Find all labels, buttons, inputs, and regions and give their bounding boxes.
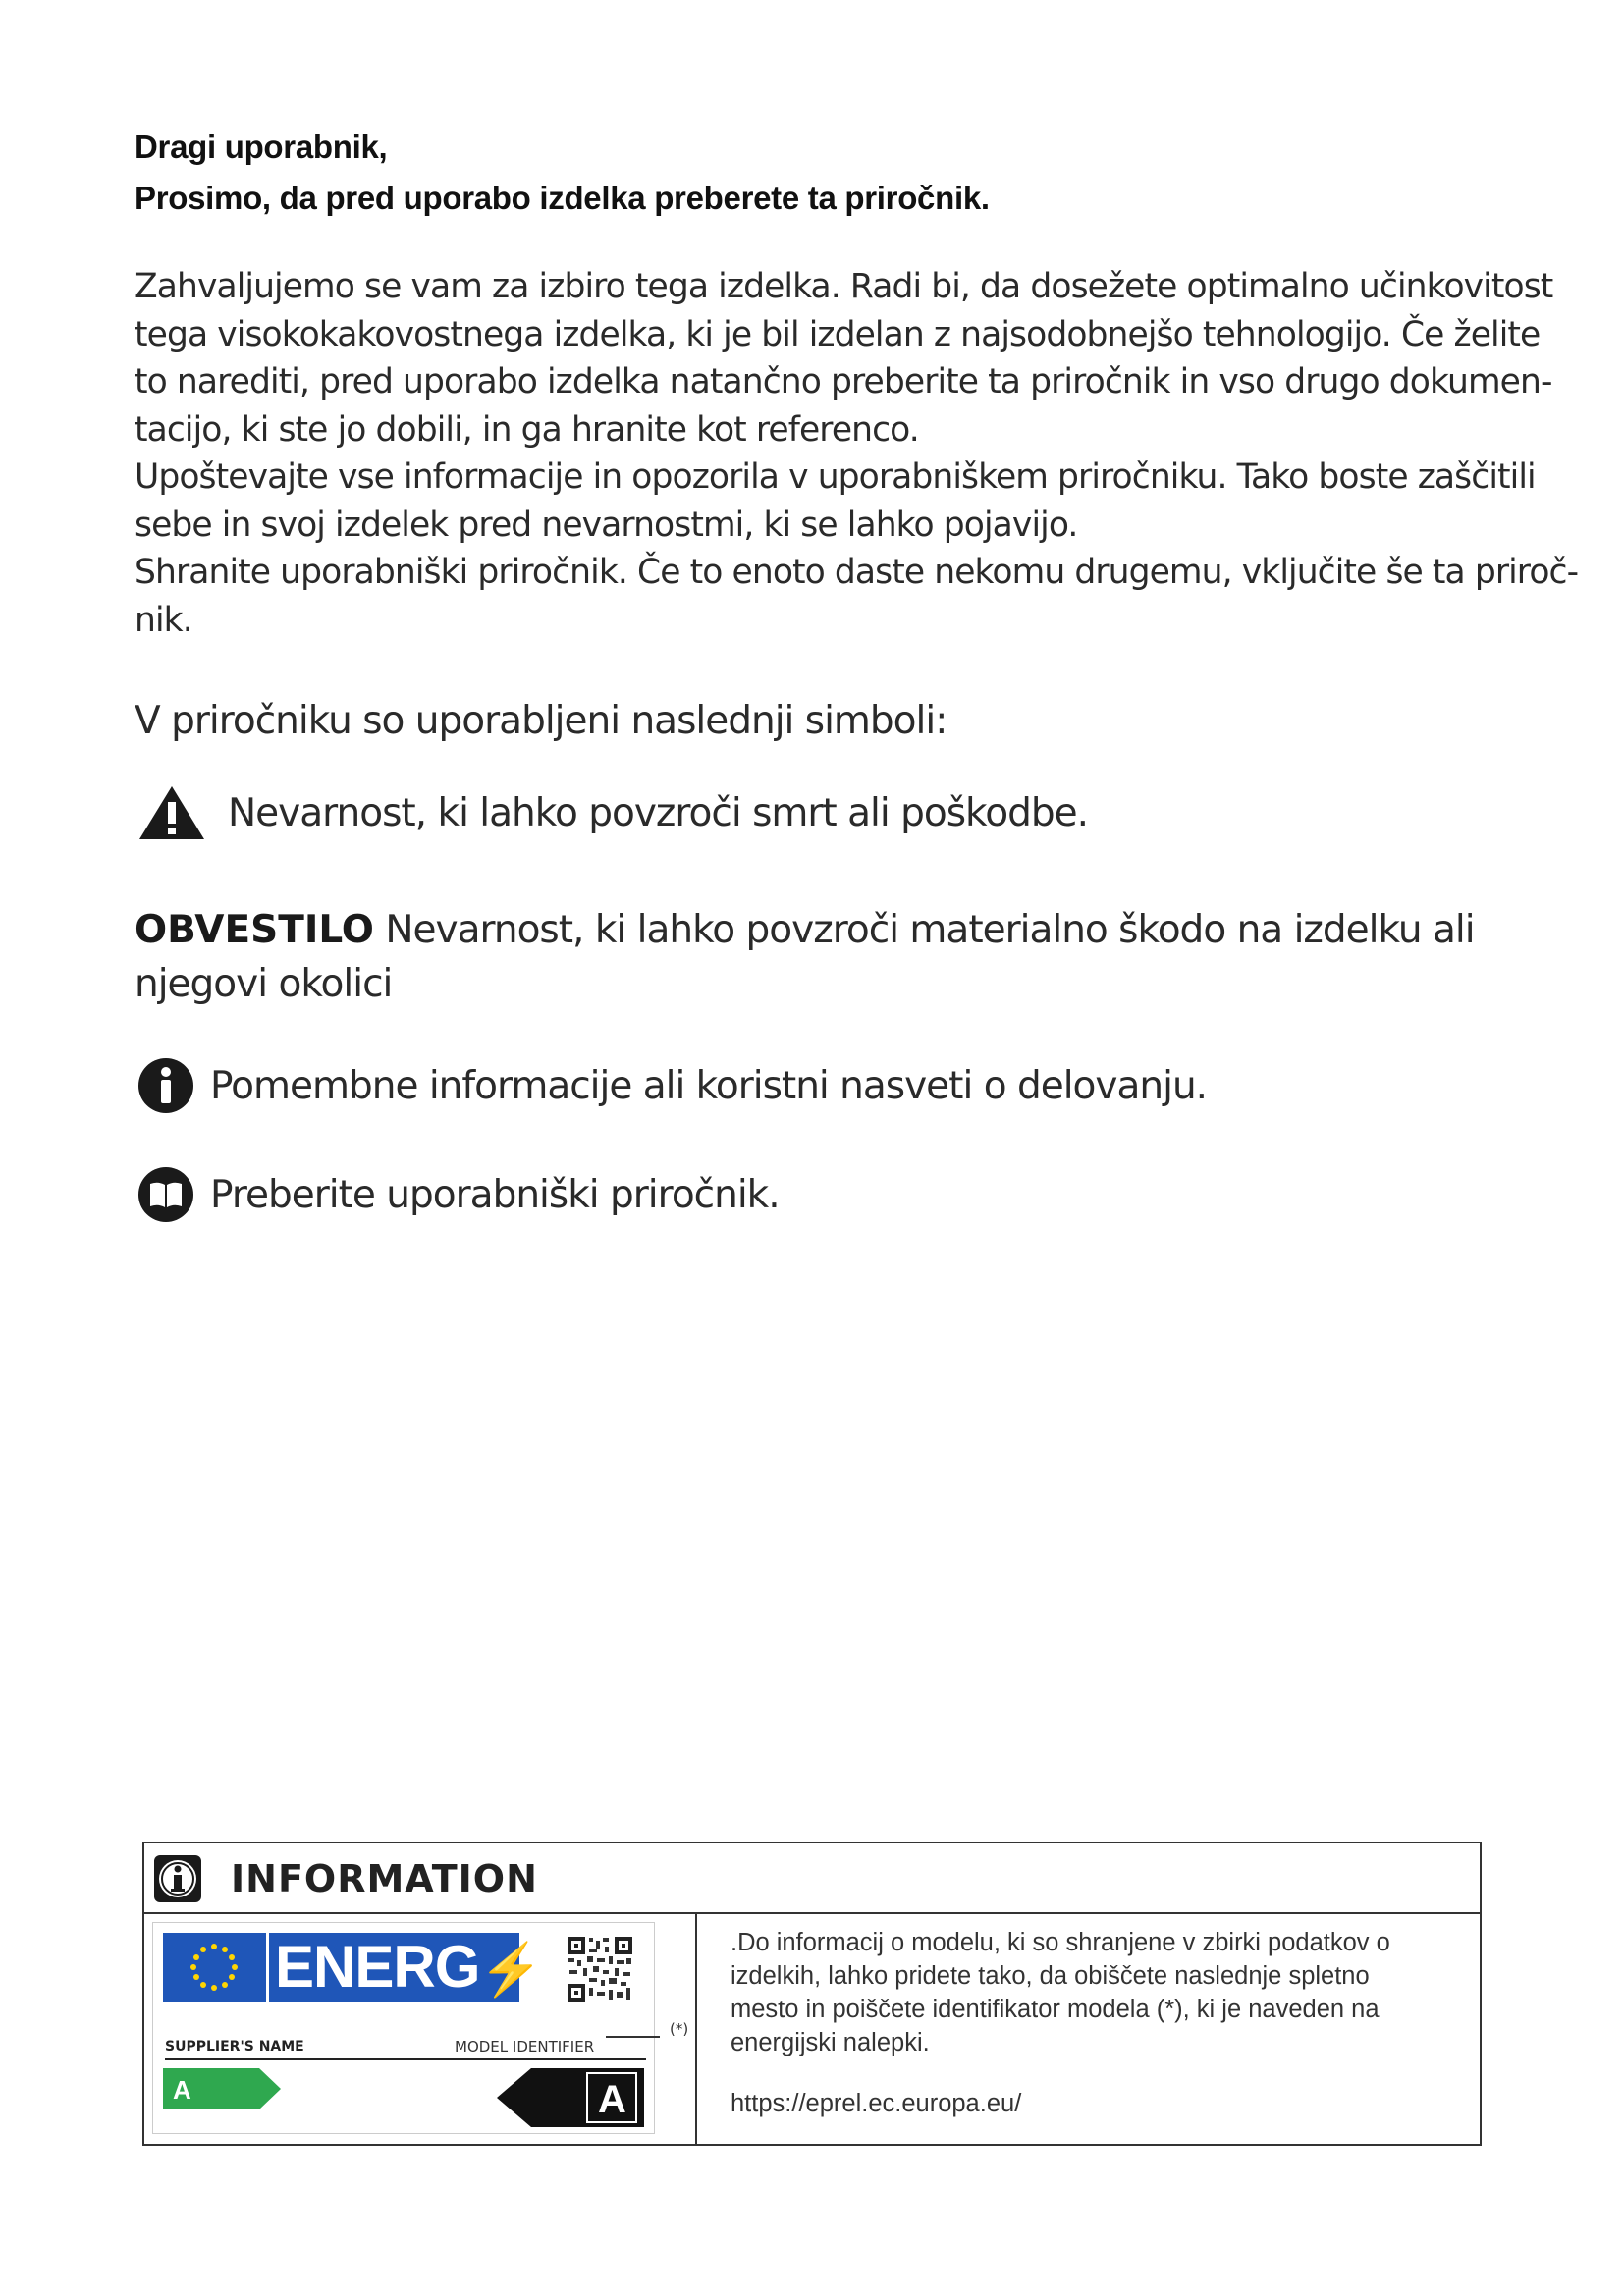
eprel-instructions (731, 1926, 1457, 2120)
eprel-line: mesto in poiščete identifikator modela (*), ki je naveden na (731, 1996, 1380, 2023)
energy-wordmark: ENERG⚡ (269, 1933, 519, 2002)
info-circle-icon (137, 1057, 194, 1114)
label-divider (165, 2058, 646, 2060)
eprel-line: energijski nalepki. (731, 2029, 930, 2056)
energy-word: ENERG (275, 1934, 480, 2000)
energy-class-arrow-green (163, 2068, 281, 2109)
symbol-danger-text: Nevarnost, ki lahko povzroči smrt ali poškodbe. (228, 790, 1088, 835)
intro-line: tega visokokakovostnega izdelka, ki je bil izdelan z najsodobnejšo tehnologijo. Če želite (135, 314, 1541, 354)
intro-line: to narediti, pred uporabo izdelka natančno preberite ta priročnik in vso drugo dokumen- (135, 362, 1552, 401)
supplier-name: SUPPLIER'S NAME (165, 2039, 304, 2055)
book-circle-icon (137, 1166, 194, 1223)
information-title: INFORMATION (231, 1857, 538, 1900)
greeting (135, 122, 990, 224)
model-identifier: MODEL IDENTIFIER (455, 2038, 595, 2056)
intro-line: nik. (135, 600, 192, 640)
model-marker: (*) (670, 2020, 689, 2038)
eprel-line: izdelkih, lahko pridete tako, da obiščete naslednje spletno (731, 1962, 1370, 1990)
symbols-heading: V priročniku so uporabljeni naslednji simboli: (135, 699, 947, 743)
intro-line: sebe in svoj izdelek pred nevarnostmi, ki se lahko pojavijo. (135, 505, 1078, 545)
greeting-salutation: Dragi uporabnik, (135, 129, 388, 165)
energy-label (152, 1922, 655, 2134)
notice-text: Nevarnost, ki lahko povzroči materialno škodo na izdelku ali (373, 908, 1475, 952)
notice-keyword: OBVESTILO (135, 908, 374, 952)
energy-class-arrow-black (497, 2068, 644, 2127)
energy-class-right: A (598, 2078, 626, 2121)
energy-label-panel (144, 1914, 697, 2144)
intro-paragraph (135, 263, 1579, 644)
intro-line: tacijo, ki ste jo dobili, in ga hranite kot referenco. (135, 409, 919, 450)
model-pointer-line (606, 2036, 660, 2038)
notice-text-continued: njegovi okolici (135, 962, 393, 1006)
symbol-manual-row (137, 1166, 780, 1223)
warning-triangle-icon (137, 784, 206, 841)
eprel-line: .Do informacij o modelu, ki so shranjene v zbirki podatkov o (731, 1929, 1390, 1956)
notice-definition (135, 903, 1475, 1011)
eprel-url[interactable]: https://eprel.ec.europa.eu/ (731, 2090, 1022, 2117)
symbol-info-row (137, 1057, 1207, 1114)
symbol-danger-row (137, 785, 1088, 840)
qr-code-icon (566, 1935, 634, 2003)
intro-line: Shranite uporabniški priročnik. Če to enoto daste nekomu drugemu, vključite še ta priroč- (135, 553, 1579, 592)
greeting-request: Prosimo, da pred uporabo izdelka preberete ta priročnik. (135, 180, 990, 216)
energy-class-left: A (173, 2075, 191, 2105)
intro-line: Zahvaljujemo se vam za izbiro tega izdelka. Radi bi, da dosežete optimalno učinkovitost (135, 267, 1553, 306)
symbol-manual-text: Preberite uporabniški priročnik. (210, 1172, 780, 1217)
symbol-info-text: Pomembne informacije ali koristni nasveti o delovanju. (210, 1063, 1208, 1108)
info-square-icon (152, 1853, 203, 1904)
intro-line: Upoštevajte vse informacije in opozorila v uporabniškem priročniku. Tako boste zaščitili (135, 457, 1536, 497)
information-header (144, 1843, 1480, 1914)
eu-flag-icon (163, 1933, 266, 2002)
information-box (142, 1842, 1482, 2146)
